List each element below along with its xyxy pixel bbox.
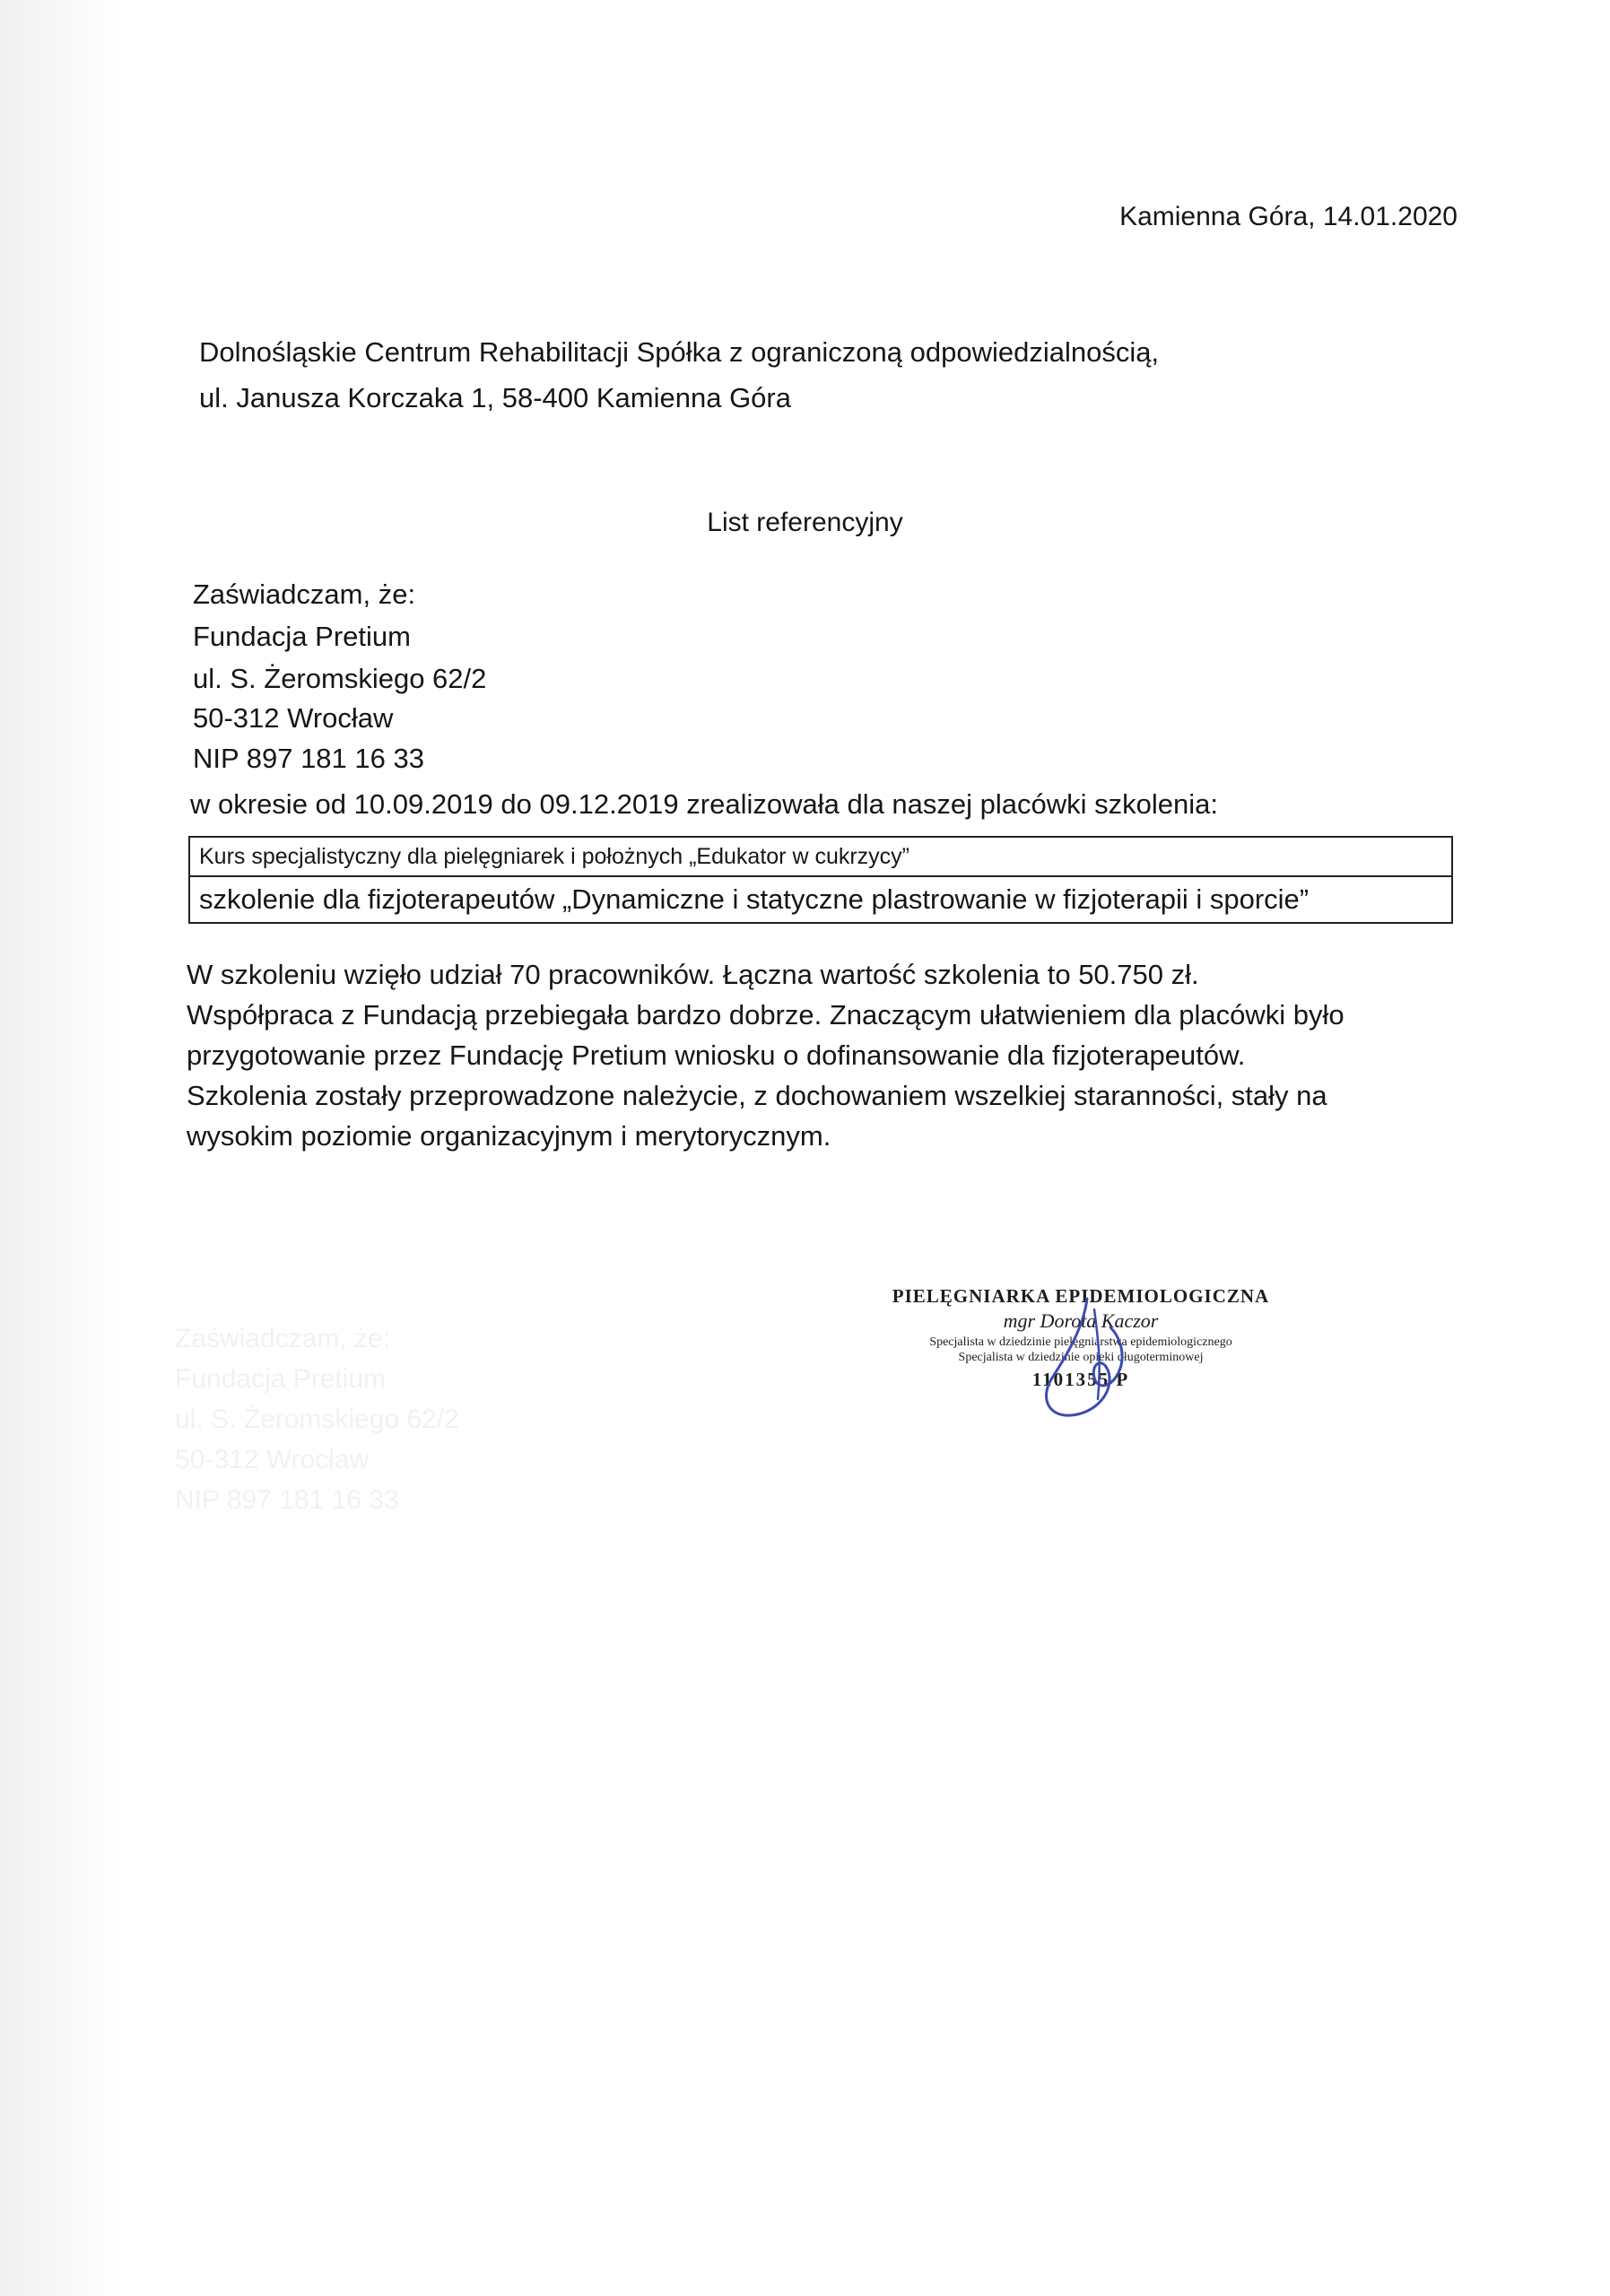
table-row bbox=[189, 876, 1452, 923]
trainings-table bbox=[188, 836, 1453, 924]
stamp-title: PIELĘGNIARKA EPIDEMIOLOGICZNA bbox=[892, 1285, 1270, 1307]
stamp-specialty-1: Specjalista w dziedzinie pielęgniarstwa epidemiologicznego bbox=[929, 1335, 1232, 1349]
body-line: wysokim poziomie organizacyjnym i merytorycznym. bbox=[187, 1120, 831, 1152]
organization-nip: NIP 897 181 16 33 bbox=[193, 743, 424, 774]
scan-edge-shadow bbox=[0, 0, 126, 2296]
ghost-line: Zaświadczam, że: bbox=[175, 1324, 391, 1353]
stamp-number: 1101355 P bbox=[1031, 1369, 1130, 1390]
body-line: W szkoleniu wzięło udział 70 pracowników. Łączna wartość szkolenia to 50.750 zł. bbox=[187, 959, 1199, 990]
training-cell: szkolenie dla fizjoterapeutów „Dynamiczne i statyczne plastrowanie w fizjoterapii i sporcie” bbox=[189, 876, 1452, 923]
table-row bbox=[189, 837, 1452, 876]
ghost-line: Fundacja Pretium bbox=[175, 1364, 387, 1394]
body-line: Szkolenia zostały przeprowadzone należycie, z dochowaniem wszelkiej staranności, stały na bbox=[187, 1080, 1327, 1111]
training-cell: Kurs specjalistyczny dla pielęgniarek i położnych „Edukator w cukrzycy” bbox=[189, 837, 1452, 876]
stamp-specialty-2: Specjalista w dziedzinie opieki długoterminowej bbox=[958, 1351, 1204, 1364]
signature-stroke bbox=[1047, 1299, 1123, 1415]
body-line: przygotowanie przez Fundację Pretium wniosku o dofinansowanie dla fizjoterapeutów. bbox=[187, 1039, 1246, 1071]
document-title: List referencyjny bbox=[707, 508, 903, 537]
organization-city: 50-312 Wrocław bbox=[193, 702, 394, 734]
ghost-line: NIP 897 181 16 33 bbox=[175, 1485, 399, 1515]
organization-street: ul. S. Żeromskiego 62/2 bbox=[193, 663, 487, 694]
recipient-line-2: ul. Janusza Korczaka 1, 58-400 Kamienna Góra bbox=[199, 382, 791, 413]
recipient-line-1: Dolnośląskie Centrum Rehabilitacji Spółka z ograniczoną odpowiedzialnością, bbox=[199, 336, 1160, 368]
place-date: Kamienna Góra, 14.01.2020 bbox=[1119, 202, 1458, 231]
organization-name: Fundacja Pretium bbox=[193, 621, 411, 652]
show-through-text bbox=[175, 1318, 758, 1520]
ghost-line: ul. S. Żeromskiego 62/2 bbox=[175, 1405, 459, 1434]
body-line: Współpraca z Fundacją przebiegała bardzo dobrze. Znaczącym ułatwieniem dla placówki było bbox=[187, 999, 1345, 1031]
signature-stroke bbox=[1094, 1309, 1100, 1399]
body-paragraph bbox=[187, 954, 1496, 1156]
handwritten-signature bbox=[1031, 1292, 1139, 1435]
ghost-line: 50-312 Wrocław bbox=[175, 1445, 370, 1474]
period-text: w okresie od 10.09.2019 do 09.12.2019 zrealizowała dla naszej placówki szkolenia: bbox=[190, 788, 1219, 820]
attest-text: Zaświadczam, że: bbox=[193, 578, 416, 610]
stamp-name: mgr Dorota Kaczor bbox=[1003, 1309, 1159, 1332]
